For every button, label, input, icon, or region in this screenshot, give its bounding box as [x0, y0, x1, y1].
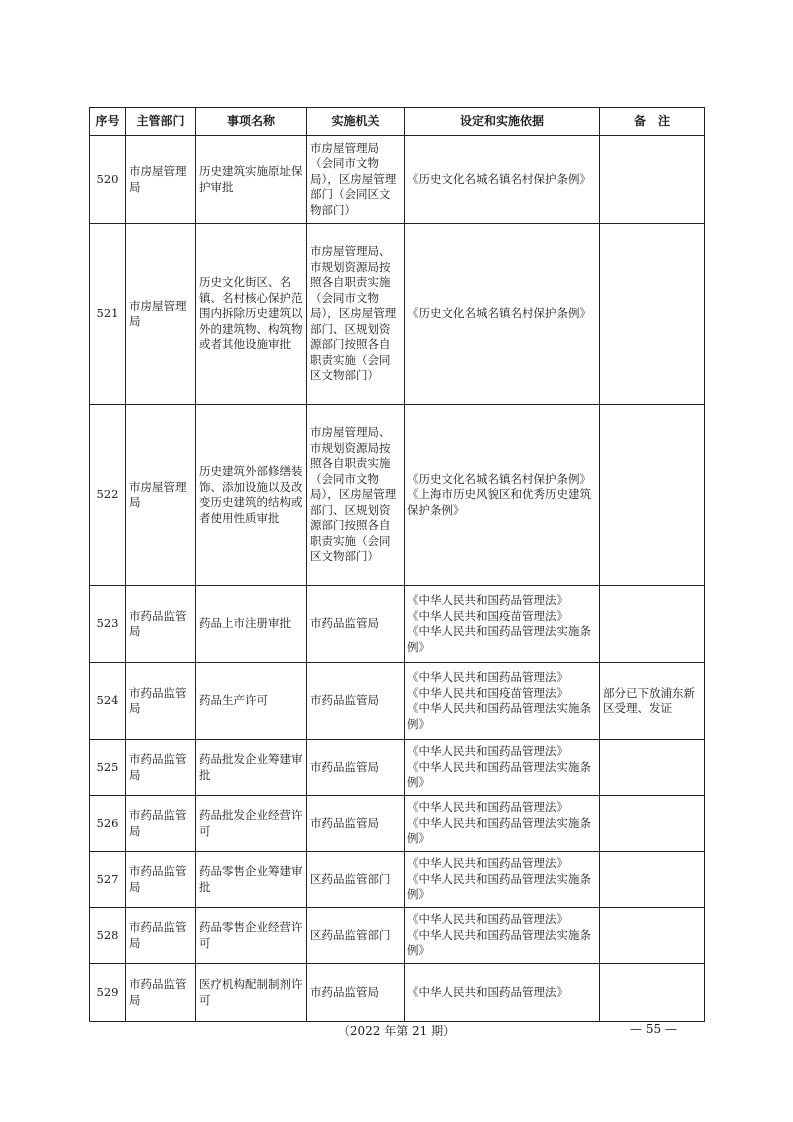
- cell-authority: 区药品监管部门: [307, 908, 405, 964]
- cell-item: 药品批发企业经营许可: [196, 796, 307, 852]
- cell-dept: 市房屋管理局: [126, 405, 196, 586]
- cell-authority: 市药品监管局: [307, 796, 405, 852]
- cell-authority: 市房屋管理局（会同市文物局），区房屋管理部门（会同区文物部门）: [307, 136, 405, 224]
- header-item: 事项名称: [196, 108, 307, 136]
- cell-authority: 市房屋管理局、市规划资源局按照各自职责实施（会同市文物局），区房屋管理部门、区规划资源部门按照各自职责实施（会同区文物部门）: [307, 224, 405, 405]
- cell-authority: 市药品监管局: [307, 740, 405, 796]
- cell-no: 527: [90, 852, 126, 908]
- table-row: [90, 136, 705, 224]
- cell-item: 历史建筑实施原址保护审批: [196, 136, 307, 224]
- cell-no: 520: [90, 136, 126, 224]
- cell-basis: 《中华人民共和国药品管理法》 《中华人民共和国疫苗管理法》 《中华人民共和国药品管理法实施条例》: [405, 586, 600, 663]
- cell-basis: 《历史文化名城名镇名村保护条例》: [405, 136, 600, 224]
- cell-note: [600, 136, 705, 224]
- cell-item: 药品零售企业经营许可: [196, 908, 307, 964]
- cell-dept: 市药品监管局: [126, 586, 196, 663]
- cell-item: 历史建筑外部修缮装饰、添加设施以及改变历史建筑的结构或者使用性质审批: [196, 405, 307, 586]
- header-note: 备 注: [600, 108, 705, 136]
- cell-note: [600, 405, 705, 586]
- cell-basis: 《历史文化名城名镇名村保护条例》: [405, 224, 600, 405]
- cell-dept: 市药品监管局: [126, 796, 196, 852]
- cell-dept: 市药品监管局: [126, 740, 196, 796]
- table-row: [90, 964, 705, 1022]
- cell-no: 529: [90, 964, 126, 1022]
- cell-item: 医疗机构配制制剂许可: [196, 964, 307, 1022]
- cell-no: 524: [90, 663, 126, 740]
- cell-note: 部分已下放浦东新区受理、发证: [600, 663, 705, 740]
- table-row: [90, 852, 705, 908]
- table-row: [90, 405, 705, 586]
- cell-item: 药品批发企业筹建审批: [196, 740, 307, 796]
- header-authority: 实施机关: [307, 108, 405, 136]
- table-row: [90, 663, 705, 740]
- cell-item: 历史文化街区、名镇、名村核心保护范围内拆除历史建筑以外的建筑物、构筑物或者其他设施审批: [196, 224, 307, 405]
- table-row: [90, 796, 705, 852]
- cell-basis: 《中华人民共和国药品管理法》 《中华人民共和国药品管理法实施条例》: [405, 740, 600, 796]
- issue-number: （2022 年第 21 期）: [337, 1024, 456, 1038]
- cell-note: [600, 852, 705, 908]
- cell-no: 521: [90, 224, 126, 405]
- cell-authority: 区药品监管部门: [307, 852, 405, 908]
- cell-basis: 《中华人民共和国药品管理法》 《中华人民共和国疫苗管理法》 《中华人民共和国药品管理法实施条例》: [405, 663, 600, 740]
- cell-authority: 市房屋管理局、市规划资源局按照各自职责实施（会同市文物局），区房屋管理部门、区规划资源部门按照各自职责实施（会同区文物部门）: [307, 405, 405, 586]
- table-row: [90, 908, 705, 964]
- cell-no: 525: [90, 740, 126, 796]
- page-number: — 55 —: [630, 1022, 677, 1036]
- cell-basis: 《中华人民共和国药品管理法》: [405, 964, 600, 1022]
- cell-dept: 市药品监管局: [126, 852, 196, 908]
- table-row: [90, 224, 705, 405]
- cell-no: 526: [90, 796, 126, 852]
- cell-dept: 市药品监管局: [126, 663, 196, 740]
- table-header-row: [90, 108, 705, 136]
- header-no: 序号: [90, 108, 126, 136]
- cell-note: [600, 908, 705, 964]
- cell-basis: 《历史文化名城名镇名村保护条例》 《上海市历史风貌区和优秀历史建筑保护条例》: [405, 405, 600, 586]
- table-body: [90, 136, 705, 1022]
- cell-note: [600, 586, 705, 663]
- cell-item: 药品生产许可: [196, 663, 307, 740]
- table-row: [90, 740, 705, 796]
- cell-note: [600, 224, 705, 405]
- cell-note: [600, 740, 705, 796]
- cell-basis: 《中华人民共和国药品管理法》 《中华人民共和国药品管理法实施条例》: [405, 852, 600, 908]
- cell-dept: 市房屋管理局: [126, 224, 196, 405]
- cell-no: 523: [90, 586, 126, 663]
- cell-basis: 《中华人民共和国药品管理法》 《中华人民共和国药品管理法实施条例》: [405, 796, 600, 852]
- cell-authority: 市药品监管局: [307, 964, 405, 1022]
- table-row: [90, 586, 705, 663]
- cell-item: 药品上市注册审批: [196, 586, 307, 663]
- cell-item: 药品零售企业筹建审批: [196, 852, 307, 908]
- cell-no: 528: [90, 908, 126, 964]
- cell-authority: 市药品监管局: [307, 586, 405, 663]
- cell-dept: 市药品监管局: [126, 964, 196, 1022]
- cell-dept: 市药品监管局: [126, 908, 196, 964]
- cell-no: 522: [90, 405, 126, 586]
- header-basis: 设定和实施依据: [405, 108, 600, 136]
- approval-items-table: [89, 107, 705, 1022]
- cell-basis: 《中华人民共和国药品管理法》 《中华人民共和国药品管理法实施条例》: [405, 908, 600, 964]
- header-dept: 主管部门: [126, 108, 196, 136]
- cell-note: [600, 964, 705, 1022]
- cell-note: [600, 796, 705, 852]
- cell-dept: 市房屋管理局: [126, 136, 196, 224]
- cell-authority: 市药品监管局: [307, 663, 405, 740]
